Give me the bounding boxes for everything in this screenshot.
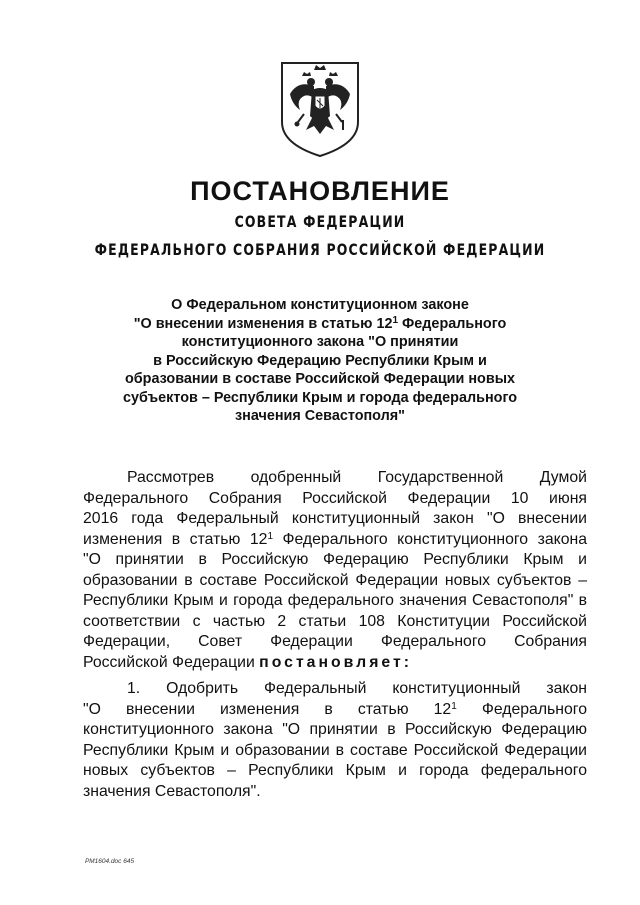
body-line: Российской Федерации постановляет: [83, 653, 412, 671]
subject-line: значения Севастополя" [235, 408, 405, 424]
document-title: ПОСТАНОВЛЕНИЕ [190, 176, 450, 206]
body-line: соответствии с частью 2 статьи 108 Конституции Российской [83, 612, 587, 630]
body-line: 2016 года Федеральный конституционный закон "О внесении [83, 510, 587, 527]
body-line: 1. Одобрить Федеральный конституционный закон [127, 680, 587, 697]
body-line: Республики Крым и города федерального значения Севастополя" в [83, 592, 587, 609]
body-line: Федерального Собрания Российской Федерации 10 июня [83, 489, 587, 507]
body-line: значения Севастополя". [83, 782, 261, 800]
body-line: Рассмотрев одобренный Государственной Думой [127, 469, 587, 486]
body-line: новых субъектов – Республики Крым и города федерального [83, 762, 587, 779]
subject-line: "О внесении изменения в статью $12^1$ Федерального [133, 314, 507, 332]
body-line: Республики Крым и образовании в составе Российской Федерации [83, 741, 587, 759]
body-line: изменения в статью $12^1$ Федерального конституционного закона [83, 530, 587, 548]
body-line: "О внесении изменения в статью $12^1$ Федерального [83, 700, 587, 718]
body-line: "О принятии в Российскую Федерацию Республики Крым и [83, 551, 587, 568]
subject-line: субъектов – Республики Крым и города федерального [122, 389, 518, 406]
document-reference: РМ1604.doc 645 [85, 858, 135, 865]
subject-line: в Российскую Федерацию Республики Крым и [153, 352, 487, 369]
subject-line: конституционного закона "О принятии [181, 334, 459, 350]
subject-line: образовании в составе Российской Федерации новых [124, 371, 515, 387]
russian-coat-of-arms-icon [278, 60, 362, 158]
issuer-line-2: ФЕДЕРАЛЬНОГО СОБРАНИЯ РОССИЙСКОЙ ФЕДЕРАЦИИ [94, 240, 546, 259]
document-subject [100, 296, 540, 426]
resolves-word: постановляет [259, 653, 404, 671]
paragraph-item-1 [83, 679, 587, 802]
body-line: Федерации, Совет Федерации Федерального Собрания [83, 633, 587, 650]
paragraph-resolution [83, 468, 587, 673]
body-line: конституционного закона "О принятии в Российскую Федерацию [83, 721, 587, 738]
issuer-line-1: СОВЕТА ФЕДЕРАЦИИ [234, 212, 406, 231]
subject-line: О Федеральном конституционном законе [171, 297, 469, 313]
body-line: образовании в составе Российской Федерации новых субъектов – [83, 571, 587, 589]
